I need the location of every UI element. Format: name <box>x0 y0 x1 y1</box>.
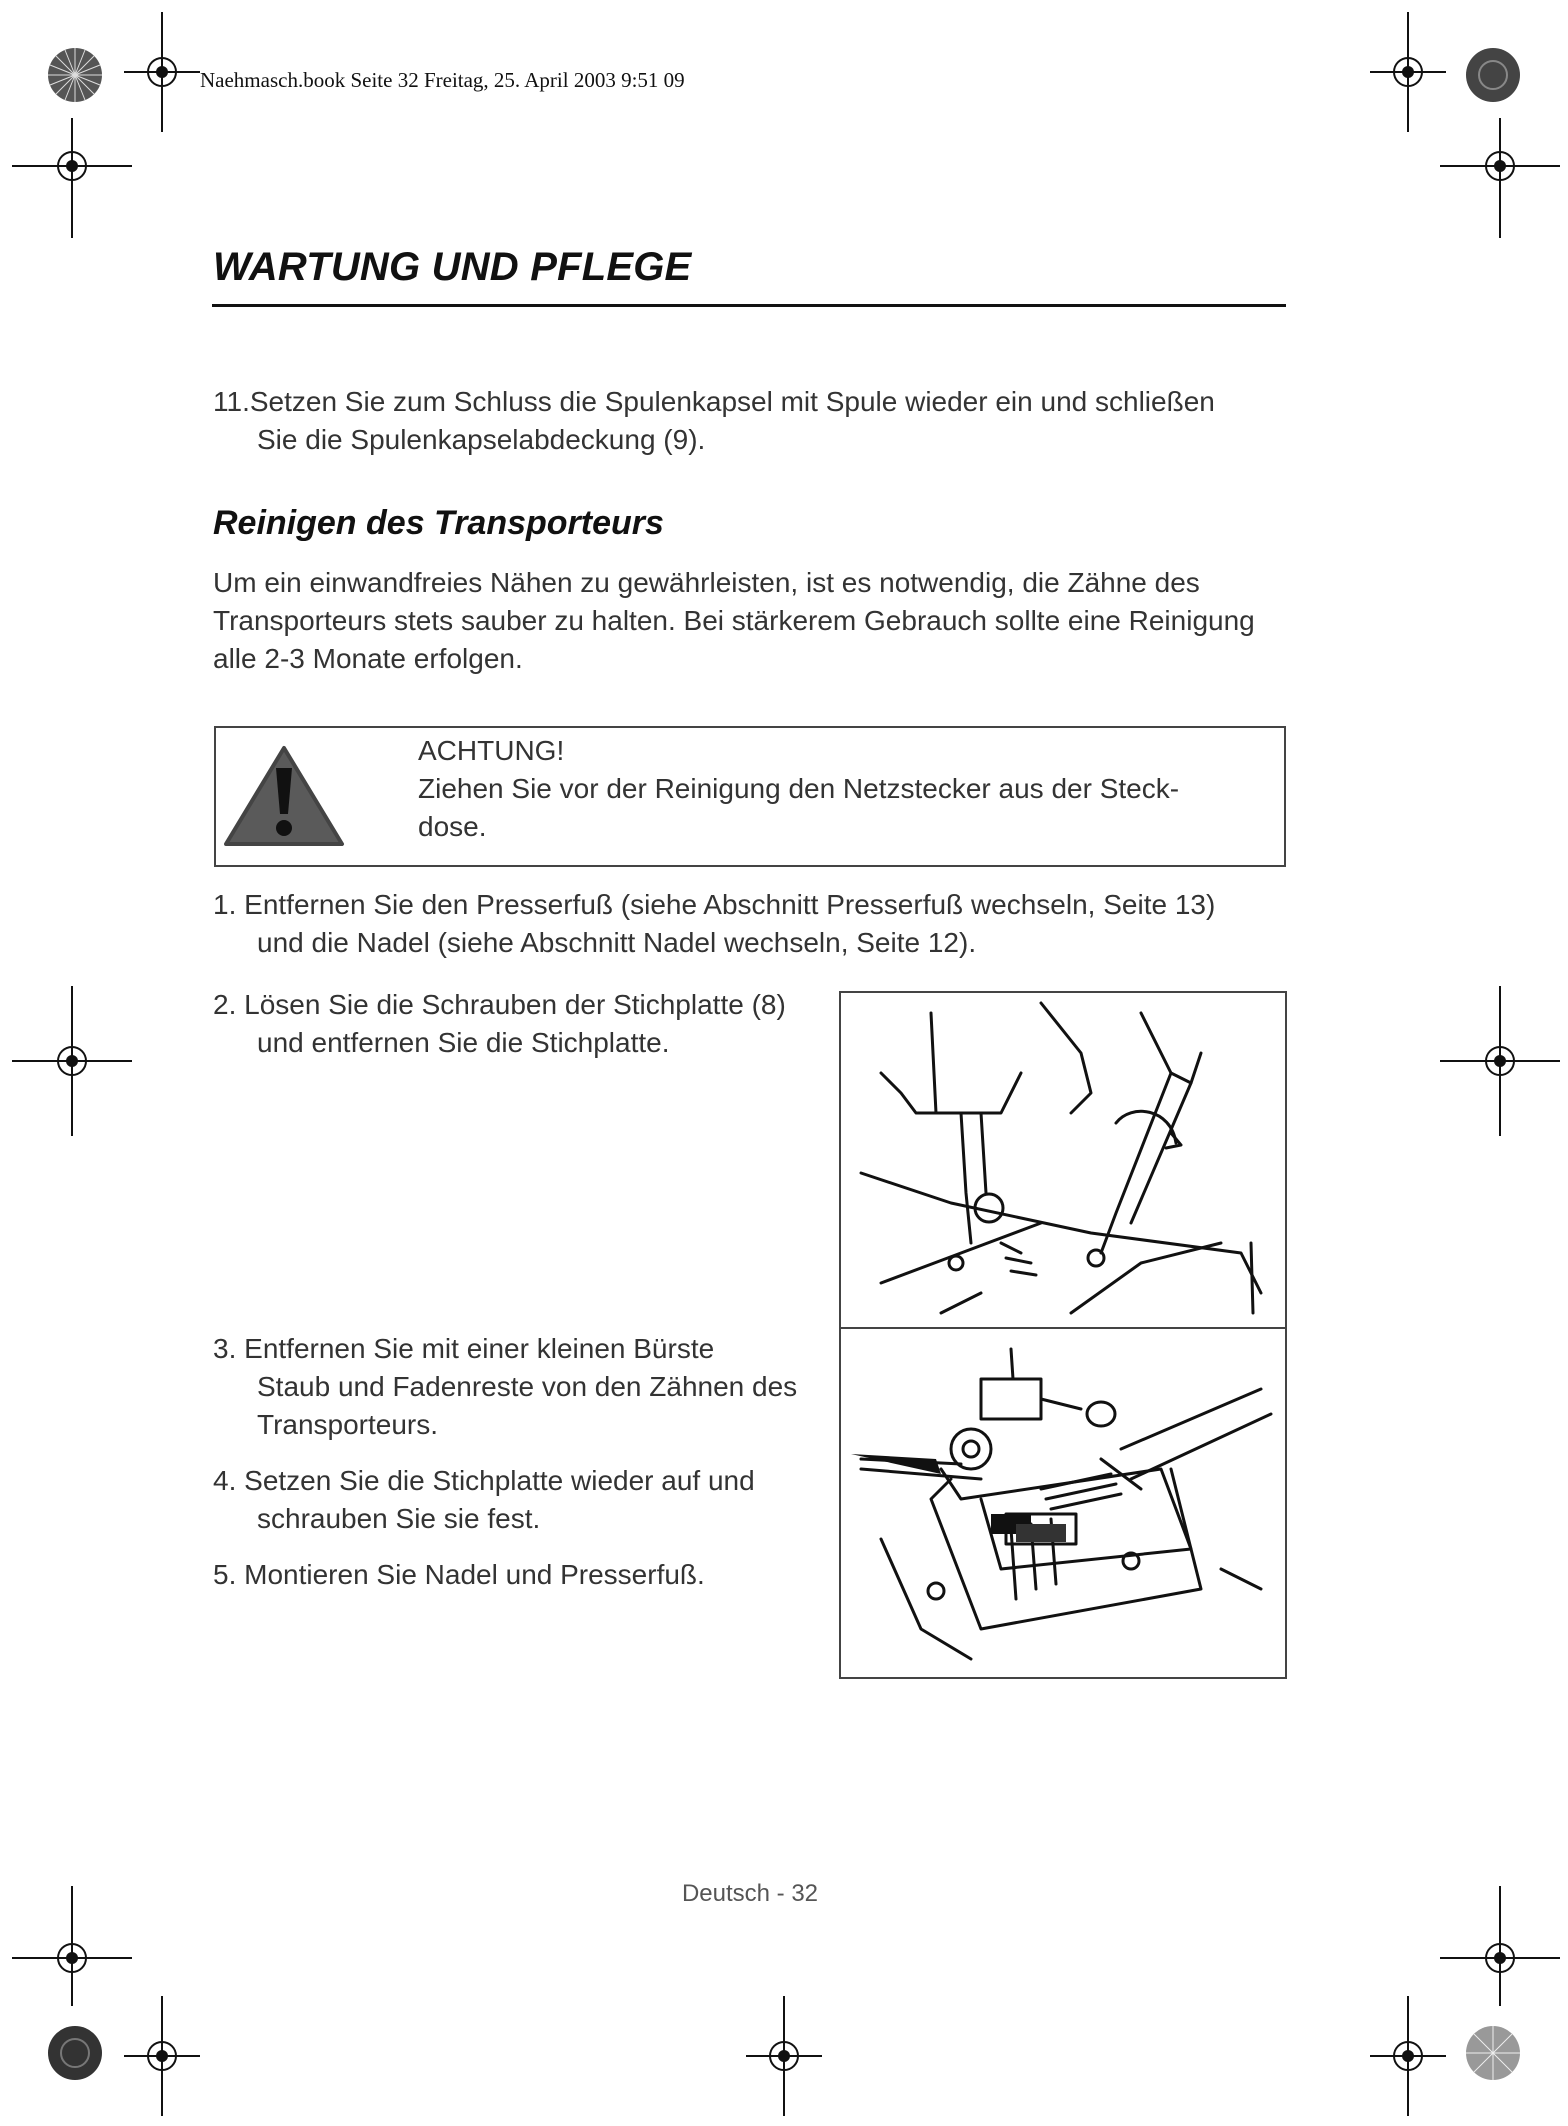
color-wheel-icon <box>1464 2024 1522 2082</box>
step-number: 4. <box>213 1465 237 1496</box>
list-item <box>213 1462 755 1538</box>
list-item <box>213 383 1215 459</box>
warning-text <box>418 770 1238 846</box>
color-wheel-icon <box>1464 46 1522 104</box>
crosshair-icon <box>1440 986 1560 1136</box>
title-divider <box>212 304 1286 307</box>
step-text: und entfernen Sie die Stichplatte. <box>257 1027 670 1058</box>
section-heading: Reinigen des Transporteurs <box>213 504 664 542</box>
list-item <box>213 1330 797 1444</box>
crosshair-icon <box>124 1996 200 2116</box>
step-text: Lösen Sie die Schrauben der Stichplatte (8) <box>244 989 786 1020</box>
step-text: Transporteurs. <box>257 1409 439 1440</box>
step-text: Entfernen Sie mit einer kleinen Bürste <box>244 1333 715 1364</box>
crosshair-icon <box>1370 1996 1446 2116</box>
needle-plate-screwdriver-illustration <box>839 991 1287 1331</box>
paragraph-line: Transporteurs stets sauber zu halten. Bei stärkerem Gebrauch sollte eine Reinigung <box>213 605 1255 636</box>
color-wheel-icon <box>46 46 104 104</box>
step-number: 5. <box>213 1559 237 1590</box>
step-number: 11. <box>213 386 250 417</box>
warning-triangle-icon <box>220 742 348 850</box>
paragraph-line: alle 2-3 Monate erfolgen. <box>213 643 523 674</box>
page-title: WARTUNG UND PFLEGE <box>213 245 692 289</box>
paragraph-line: Um ein einwandfreies Nähen zu gewährleisten, ist es notwendig, die Zähne des <box>213 567 1200 598</box>
list-item <box>213 1556 705 1594</box>
page-footer: Deutsch - 32 <box>681 1880 819 1907</box>
step-text: Montieren Sie Nadel und Presserfuß. <box>244 1559 705 1590</box>
list-item <box>213 886 1215 962</box>
crosshair-icon <box>12 986 132 1136</box>
crosshair-icon <box>12 118 132 238</box>
warning-line: dose. <box>418 811 487 842</box>
step-text: und die Nadel (siehe Abschnitt Nadel wechseln, Seite 12). <box>257 927 977 958</box>
crosshair-icon <box>124 12 200 132</box>
step-text: Sie die Spulenkapselabdeckung (9). <box>257 424 706 455</box>
step-text: Entfernen Sie den Presserfuß (siehe Abschnitt Presserfuß wechseln, Seite 13) <box>244 889 1216 920</box>
step-number: 3. <box>213 1333 237 1364</box>
file-info-header: Naehmasch.book Seite 32 Freitag, 25. April 2003 9:51 09 <box>200 68 685 92</box>
crosshair-icon <box>746 1996 822 2116</box>
crosshair-icon <box>1370 12 1446 132</box>
step-number: 2. <box>213 989 237 1020</box>
color-wheel-icon <box>46 2024 104 2082</box>
step-number: 1. <box>213 889 237 920</box>
warning-line: Ziehen Sie vor der Reinigung den Netzstecker aus der Steck- <box>418 773 1180 804</box>
step-text: schrauben Sie sie fest. <box>257 1503 541 1534</box>
step-text: Setzen Sie die Stichplatte wieder auf und <box>244 1465 755 1496</box>
brush-cleaning-illustration <box>839 1327 1287 1679</box>
warning-title: ACHTUNG! <box>418 735 565 766</box>
step-text: Staub und Fadenreste von den Zähnen des <box>257 1371 798 1402</box>
step-text: Setzen Sie zum Schluss die Spulenkapsel mit Spule wieder ein und schließen <box>249 386 1215 417</box>
list-item <box>213 986 786 1062</box>
intro-paragraph <box>213 564 1303 678</box>
crosshair-icon <box>1440 118 1560 238</box>
